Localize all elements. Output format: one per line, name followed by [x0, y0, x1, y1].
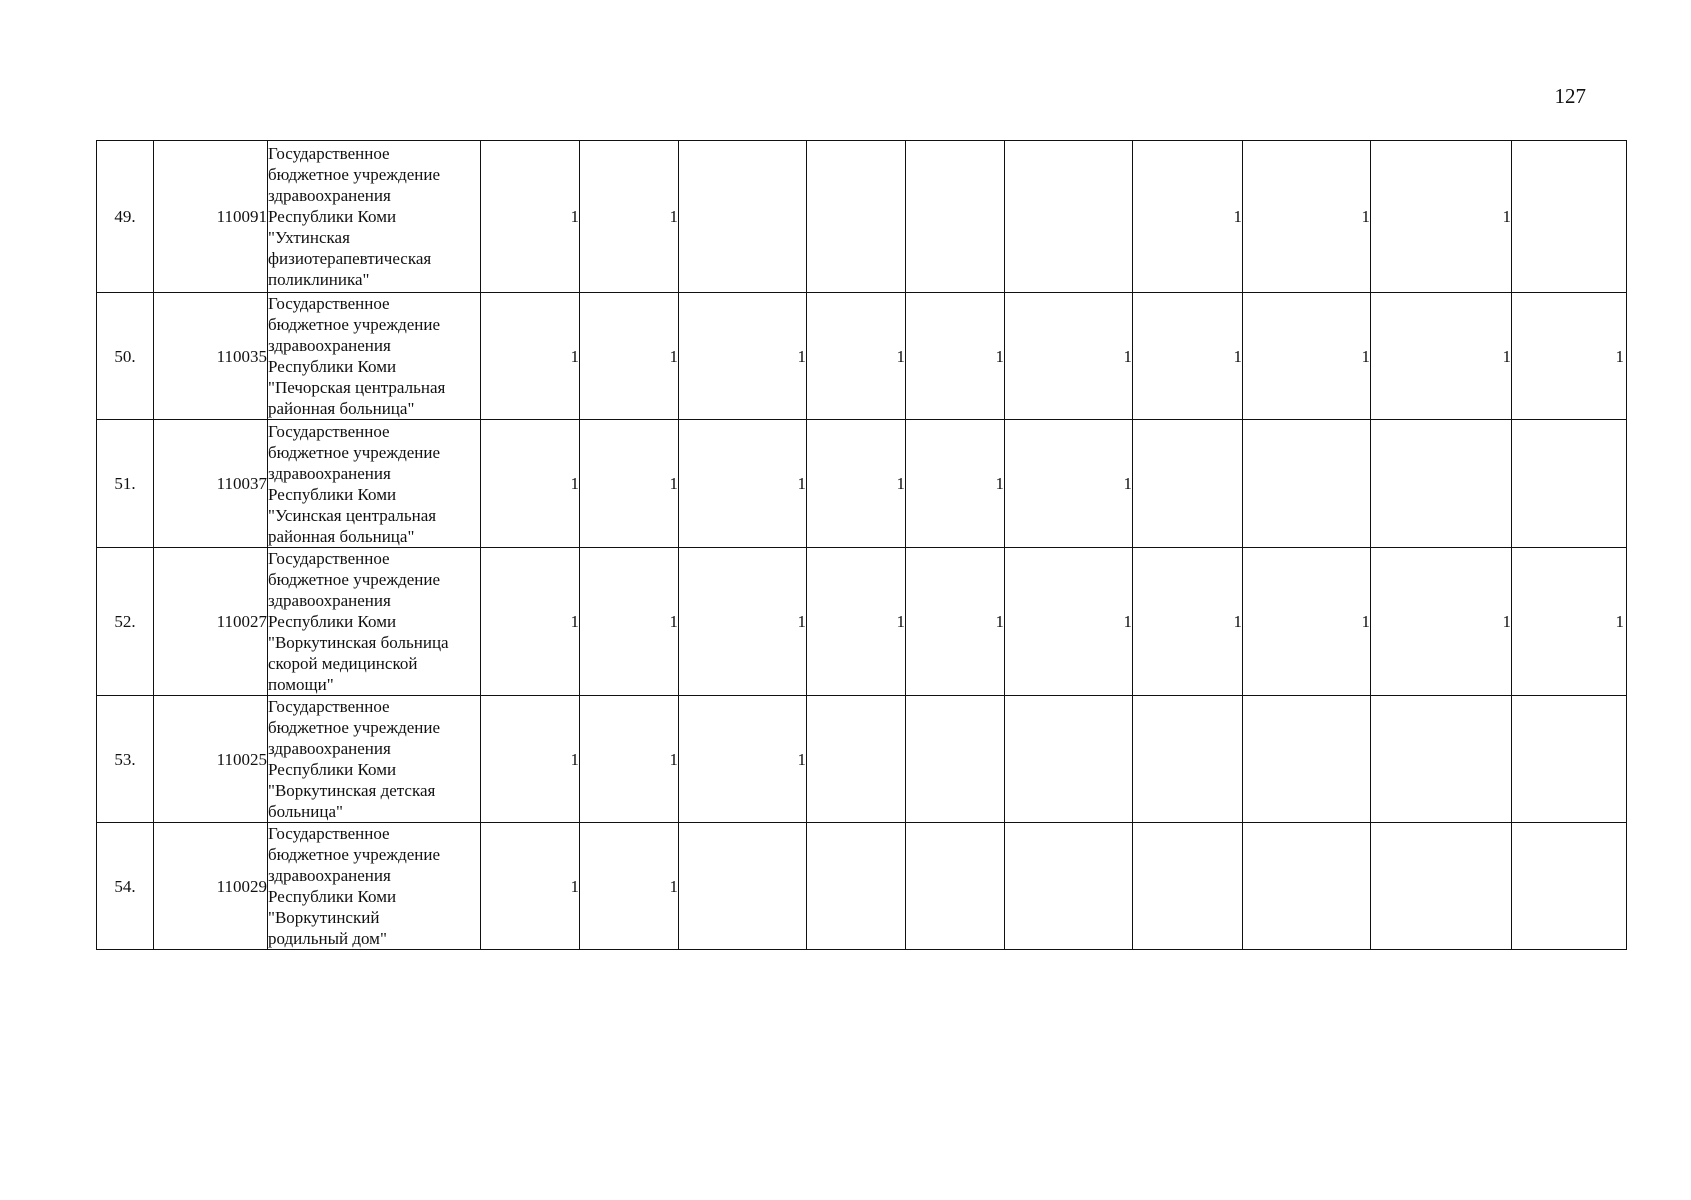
value-cell [906, 141, 1005, 293]
row-number-cell: 51. [97, 420, 154, 548]
value-cell: 1 [1243, 293, 1371, 420]
value-cell: 1 [1371, 548, 1512, 696]
value-cell [1005, 823, 1133, 950]
org-code-cell: 110037 [154, 420, 268, 548]
value-cell [1005, 696, 1133, 823]
row-number-cell: 52. [97, 548, 154, 696]
value-cell [1512, 823, 1627, 950]
value-cell: 1 [1243, 548, 1371, 696]
value-cell: 1 [580, 696, 679, 823]
value-cell: 1 [679, 293, 807, 420]
value-cell [679, 823, 807, 950]
table-row [97, 420, 1627, 548]
value-cell: 1 [1133, 548, 1243, 696]
value-cell: 1 [906, 293, 1005, 420]
value-cell: 1 [580, 823, 679, 950]
value-cell [1133, 823, 1243, 950]
value-cell: 1 [481, 548, 580, 696]
value-cell [807, 696, 906, 823]
value-cell: 1 [1005, 548, 1133, 696]
org-code-cell: 110027 [154, 548, 268, 696]
value-cell: 1 [580, 293, 679, 420]
org-name-cell: Государственное бюджетное учреждение здравоохранения Республики Коми "Печорская центральная районная больница" [268, 293, 481, 420]
table-row [97, 823, 1627, 950]
value-cell [1243, 696, 1371, 823]
value-cell: 1 [679, 696, 807, 823]
row-number-cell: 54. [97, 823, 154, 950]
value-cell: 1 [807, 293, 906, 420]
value-cell: 1 [1371, 293, 1512, 420]
value-cell: 1 [1005, 293, 1133, 420]
value-cell [906, 823, 1005, 950]
org-code-cell: 110091 [154, 141, 268, 293]
value-cell [1512, 141, 1627, 293]
value-cell: 1 [807, 420, 906, 548]
value-cell: 1 [481, 696, 580, 823]
value-cell: 1 [481, 823, 580, 950]
org-name-cell: Государственное бюджетное учреждение здравоохранения Республики Коми "Ухтинская физиотерапевтическая поликлиника" [268, 141, 481, 293]
org-name-cell: Государственное бюджетное учреждение здравоохранения Республики Коми "Усинская центральная районная больница" [268, 420, 481, 548]
value-cell [679, 141, 807, 293]
value-cell [1133, 696, 1243, 823]
value-cell: 1 [481, 293, 580, 420]
value-cell: 1 [580, 141, 679, 293]
value-cell: 1 [1243, 141, 1371, 293]
page-number: 127 [1554, 84, 1586, 108]
value-cell: 1 [481, 141, 580, 293]
table-row [97, 141, 1627, 293]
value-cell [1243, 420, 1371, 548]
registry-table [96, 140, 1627, 950]
value-cell: 1 [1133, 293, 1243, 420]
value-cell: 1 [580, 548, 679, 696]
table-row [97, 548, 1627, 696]
value-cell [1512, 696, 1627, 823]
value-cell [1005, 141, 1133, 293]
value-cell: 1 [807, 548, 906, 696]
org-code-cell: 110035 [154, 293, 268, 420]
org-name-cell: Государственное бюджетное учреждение здравоохранения Республики Коми "Воркутинский родильный дом" [268, 823, 481, 950]
value-cell: 1 [1512, 548, 1627, 696]
org-code-cell: 110029 [154, 823, 268, 950]
value-cell [1243, 823, 1371, 950]
value-cell: 1 [1133, 141, 1243, 293]
value-cell: 1 [1005, 420, 1133, 548]
row-number-cell: 53. [97, 696, 154, 823]
value-cell [1371, 696, 1512, 823]
value-cell: 1 [906, 548, 1005, 696]
value-cell [1133, 420, 1243, 548]
table-row [97, 293, 1627, 420]
value-cell: 1 [580, 420, 679, 548]
value-cell: 1 [481, 420, 580, 548]
value-cell [1371, 823, 1512, 950]
value-cell: 1 [679, 420, 807, 548]
table-row [97, 696, 1627, 823]
org-name-cell: Государственное бюджетное учреждение здравоохранения Республики Коми "Воркутинская больница скорой медицинской помощи" [268, 548, 481, 696]
org-code-cell: 110025 [154, 696, 268, 823]
value-cell: 1 [679, 548, 807, 696]
value-cell [1371, 420, 1512, 548]
value-cell [807, 823, 906, 950]
registry-table-body [97, 141, 1627, 950]
value-cell [906, 696, 1005, 823]
value-cell: 1 [1512, 293, 1627, 420]
org-name-cell: Государственное бюджетное учреждение здравоохранения Республики Коми "Воркутинская детская больница" [268, 696, 481, 823]
value-cell [1512, 420, 1627, 548]
row-number-cell: 50. [97, 293, 154, 420]
row-number-cell: 49. [97, 141, 154, 293]
value-cell: 1 [906, 420, 1005, 548]
value-cell: 1 [1371, 141, 1512, 293]
value-cell [807, 141, 906, 293]
